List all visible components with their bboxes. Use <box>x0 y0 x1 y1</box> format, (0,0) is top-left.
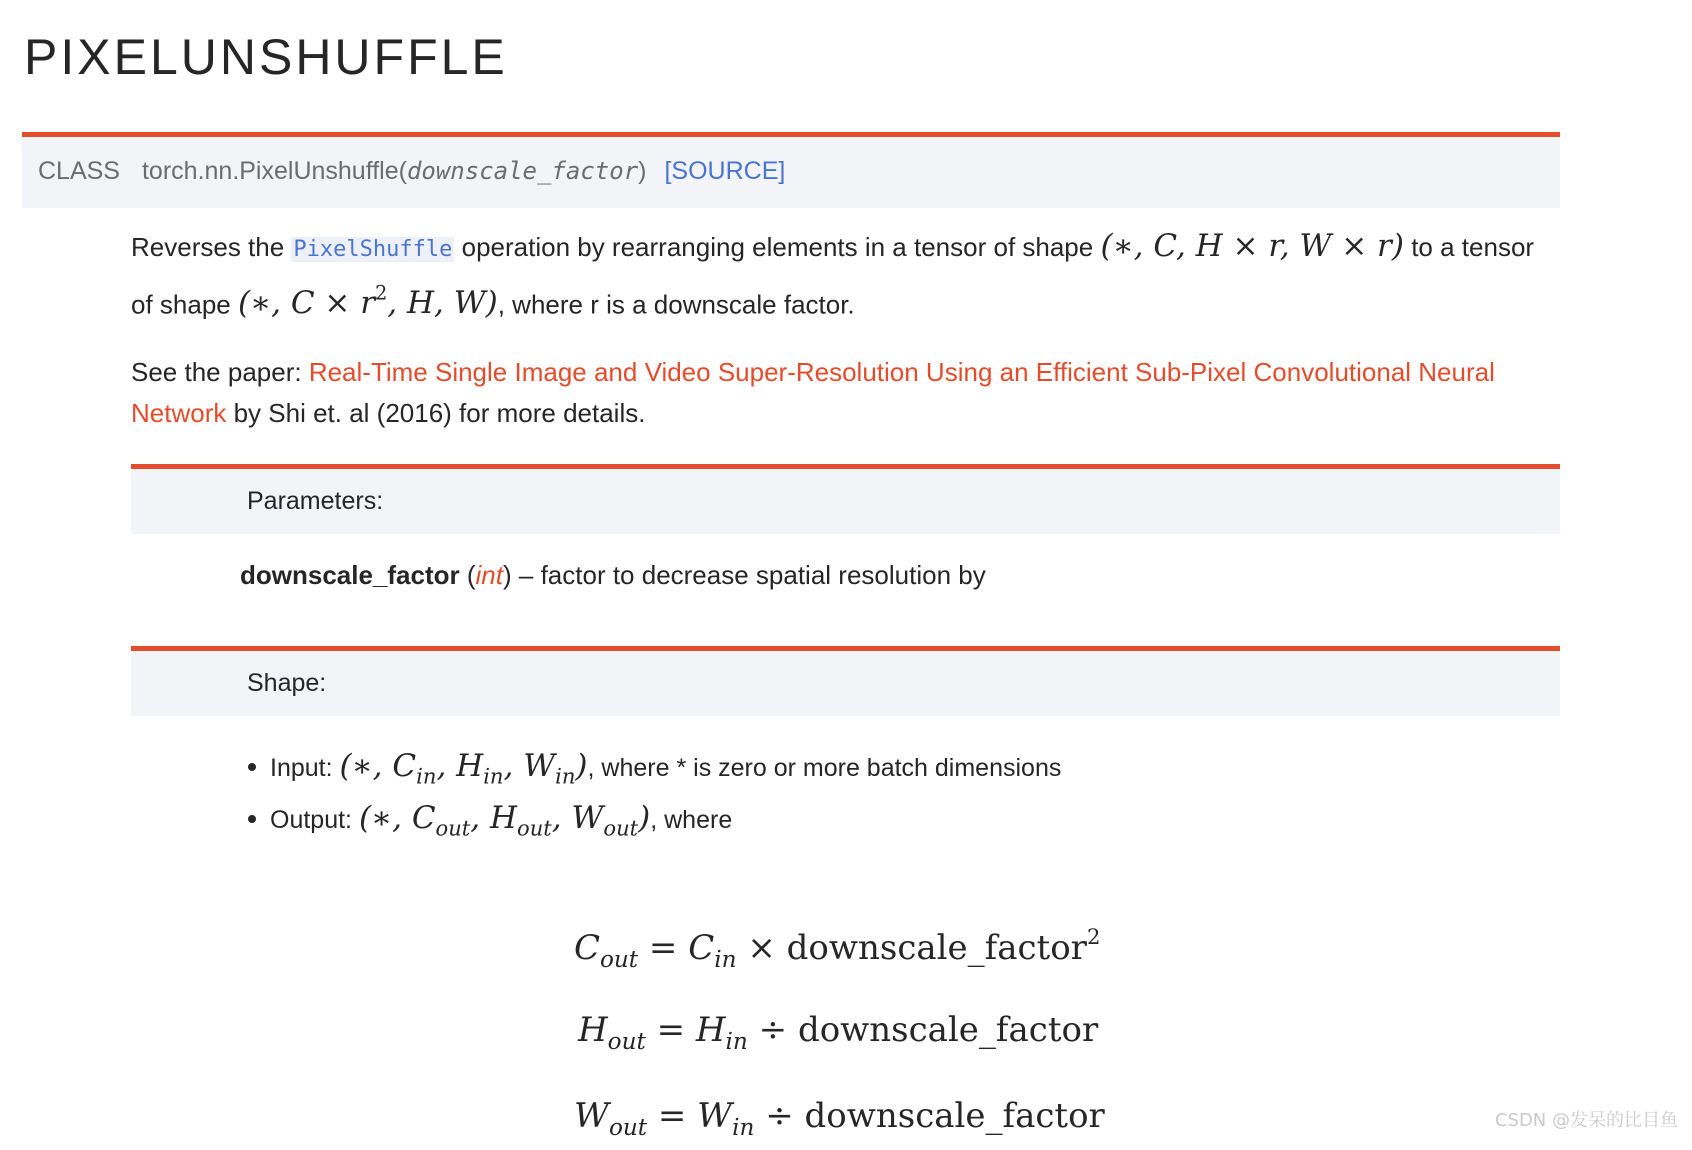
shape-list <box>270 740 1061 844</box>
desc-text-4: , where r is a downscale factor. <box>497 289 855 320</box>
equation-w-out: $W_{out} = W_{in}$ ÷ downscale_factor <box>574 1096 1105 1142</box>
class-arg: downscale_factor <box>406 157 639 185</box>
shape-out-pre: (∗, C × r <box>237 285 376 322</box>
parameters-header <box>131 464 1560 534</box>
paper-prefix: See the paper: <box>131 357 302 387</box>
pixelshuffle-link[interactable]: PixelShuffle <box>293 237 453 262</box>
desc-text-3: to a tensor of shape <box>131 232 1535 320</box>
eq2-rhs-text: downscale_factor <box>797 1010 1099 1050</box>
output-label: Output: <box>270 806 352 834</box>
eq1-rhs-text: downscale_factor <box>786 927 1087 968</box>
desc-text-2: operation by rearranging elements in a tensor of shape <box>461 232 1094 262</box>
class-name: torch.nn.PixelUnshuffle <box>141 157 399 185</box>
class-signature-box <box>22 132 1560 208</box>
description-paragraph <box>131 224 1561 326</box>
param-type-link[interactable]: int <box>475 560 503 590</box>
shape-in-math: (∗, C, H × r, W × r) <box>1100 228 1404 264</box>
paper-link[interactable]: Real-Time Single Image and Video Super-Resolution Using an Efficient Sub-Pixel Convolutional Neural Network <box>131 357 1495 428</box>
shape-out-sup: 2 <box>375 282 388 305</box>
output-shape-math: (∗, $C_{out}$, $H_{out}$, $W_{out}$) <box>358 800 651 841</box>
shape-header <box>131 646 1560 716</box>
input-shape-math: (∗, $C_{in}$, $H_{in}$, $W_{in}$) <box>339 748 588 789</box>
equation-c-out: $C_{out} = C_{in}$ × downscale_factor$^2$ <box>574 924 1101 973</box>
output-suffix: , where <box>650 806 733 834</box>
parameter-item: downscale_factor (int) – factor to decrease spatial resolution by <box>240 560 986 590</box>
input-label: Input: <box>270 754 333 782</box>
class-signature <box>38 157 785 186</box>
shape-out-math <box>237 282 498 322</box>
watermark: CSDN @发呆的比目鱼 <box>1494 1110 1678 1131</box>
close-paren: ) <box>638 157 647 185</box>
input-suffix: , where * is zero or more batch dimensions <box>587 754 1062 782</box>
class-keyword: CLASS <box>38 157 120 185</box>
open-paren: ( <box>398 157 407 185</box>
paper-paragraph <box>131 352 1561 434</box>
paper-suffix: by Shi et. al (2016) for more details. <box>233 398 646 428</box>
shape-heading: Shape: <box>247 669 327 697</box>
equation-h-out: $H_{out} = H_{in}$ ÷ downscale_factor <box>578 1010 1099 1056</box>
shape-out-post: , H, W) <box>387 285 498 322</box>
parameters-heading: Parameters: <box>247 487 384 515</box>
page-title: PIXELUNSHUFFLE <box>24 29 508 85</box>
shape-input-item <box>270 740 1061 792</box>
param-name: downscale_factor <box>240 560 460 590</box>
eq1-exponent: 2 <box>1086 924 1101 949</box>
source-link[interactable]: [SOURCE] <box>664 157 786 185</box>
eq3-rhs-text: downscale_factor <box>804 1096 1105 1136</box>
desc-text-1: Reverses the <box>131 232 285 262</box>
shape-output-item <box>270 792 1061 844</box>
param-description: – factor to decrease spatial resolution by <box>518 560 986 590</box>
